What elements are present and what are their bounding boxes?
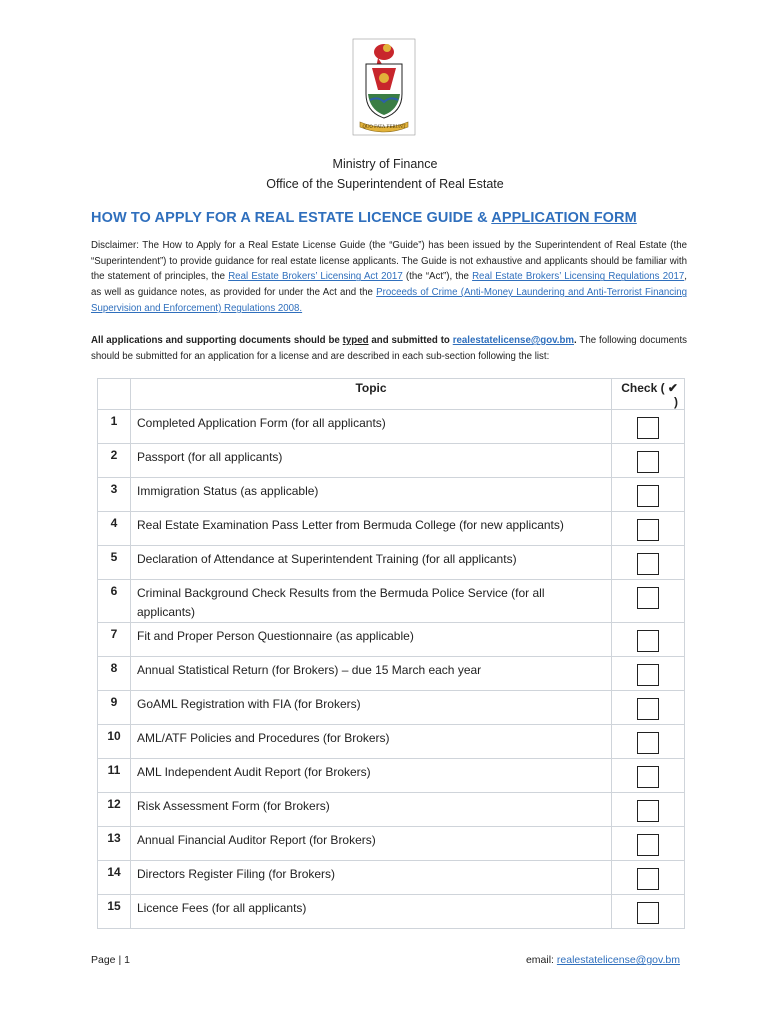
regulations-link[interactable]: Real Estate Brokers’ Licensing Regulations 2017 <box>472 271 685 283</box>
row-check-cell <box>612 546 685 580</box>
row-number: 13 <box>98 827 131 861</box>
table-row <box>98 580 685 623</box>
checkbox[interactable] <box>637 800 659 822</box>
submission-paragraph <box>91 333 687 364</box>
submission-email-link[interactable]: realestatelicense@gov.bm <box>452 335 574 346</box>
table-row <box>98 793 685 827</box>
row-check-cell <box>612 410 685 444</box>
row-topic: AML Independent Audit Report (for Brokers) <box>131 759 612 793</box>
typed-emphasis: typed <box>342 335 369 346</box>
table-row <box>98 861 685 895</box>
row-topic: Directors Register Filing (for Brokers) <box>131 861 612 895</box>
crest-motto: QUO FATA FERUNT <box>362 124 406 129</box>
office-name: Office of the Superintendent of Real Estate <box>266 177 504 191</box>
row-check-cell <box>612 478 685 512</box>
row-number: 7 <box>98 623 131 657</box>
table-row <box>98 546 685 580</box>
checkbox[interactable] <box>637 485 659 507</box>
table-row <box>98 657 685 691</box>
row-number: 6 <box>98 580 131 623</box>
ministry-name: Ministry of Finance <box>332 157 438 171</box>
row-check-cell <box>612 580 685 623</box>
row-topic: Immigration Status (as applicable) <box>131 478 612 512</box>
row-topic: Real Estate Examination Pass Letter from Bermuda College (for new applicants) <box>131 512 612 546</box>
checkbox[interactable] <box>637 417 659 439</box>
checkbox[interactable] <box>637 664 659 686</box>
row-check-cell <box>612 827 685 861</box>
row-topic: Declaration of Attendance at Superintendent Training (for all applicants) <box>131 546 612 580</box>
disclaimer-text-3: , as well as guidance notes, as provided for under the Act and the <box>91 271 687 299</box>
row-number: 12 <box>98 793 131 827</box>
row-check-cell <box>612 691 685 725</box>
checkbox[interactable] <box>637 834 659 856</box>
row-number: 4 <box>98 512 131 546</box>
footer-email-label: email: <box>525 954 557 966</box>
row-check-cell <box>612 759 685 793</box>
checkbox[interactable] <box>637 868 659 890</box>
submission-bold-1: All applications and supporting documents should be <box>91 335 343 346</box>
row-check-cell <box>612 861 685 895</box>
row-topic: Risk Assessment Form (for Brokers) <box>131 793 612 827</box>
row-number: 15 <box>98 895 131 929</box>
table-row <box>98 410 685 444</box>
table-row <box>98 691 685 725</box>
page-title <box>91 210 691 226</box>
row-check-cell <box>612 725 685 759</box>
act-link[interactable]: Real Estate Brokers’ Licensing Act 2017 <box>228 271 403 283</box>
row-number: 1 <box>98 410 131 444</box>
table-row <box>98 895 685 929</box>
table-row <box>98 725 685 759</box>
table-row <box>98 444 685 478</box>
row-check-cell <box>612 895 685 929</box>
checkbox[interactable] <box>637 587 659 609</box>
row-number: 3 <box>98 478 131 512</box>
title-application-form: APPLICATION FORM <box>491 210 637 226</box>
table-row <box>98 759 685 793</box>
checkbox[interactable] <box>637 698 659 720</box>
bermuda-coat-of-arms-icon <box>352 38 416 136</box>
row-topic: Annual Statistical Return (for Brokers) – due 15 March each year <box>131 657 612 691</box>
checkbox[interactable] <box>637 553 659 575</box>
documents-checklist-table <box>97 378 685 929</box>
checklist-rows <box>98 410 685 929</box>
row-check-cell <box>612 793 685 827</box>
disclaimer-paragraph <box>91 238 687 317</box>
table-header-row <box>98 379 685 410</box>
row-number: 8 <box>98 657 131 691</box>
checkbox[interactable] <box>637 630 659 652</box>
disclaimer-text-1: Disclaimer: The How to Apply for a Real Estate License Guide (the “Guide”) has been issued by the Superintendent of Real Estate (the “Superintendent”) to provide guidance for real estate license applicants. The Guide is not exhaustive and applicants should be familiar with the statement of principles, the <box>91 240 687 283</box>
proceeds-of-crime-link[interactable]: Proceeds of Crime (Anti-Money Laundering and Anti-Terrorist Financing Supervision and Enforcement) Regulations 2008. <box>91 287 688 314</box>
row-check-cell <box>612 444 685 478</box>
checkbox[interactable] <box>637 732 659 754</box>
table-row <box>98 478 685 512</box>
row-topic: Criminal Background Check Results from the Bermuda Police Service (for all applicants) <box>131 580 612 623</box>
page-number: Page | 1 <box>91 954 130 966</box>
row-topic: Annual Financial Auditor Report (for Brokers) <box>131 827 612 861</box>
checkbox[interactable] <box>637 519 659 541</box>
row-number: 5 <box>98 546 131 580</box>
disclaimer-text-2: (the “Act”), the <box>402 271 473 283</box>
row-number: 2 <box>98 444 131 478</box>
submission-bold-3: . <box>574 335 577 346</box>
table-row <box>98 623 685 657</box>
row-topic: Fit and Proper Person Questionnaire (as applicable) <box>131 623 612 657</box>
row-topic: Passport (for all applicants) <box>131 444 612 478</box>
submission-text: The following documents should be submitted for an application for a license and are described in each sub-section following the list: <box>91 335 687 362</box>
row-topic: Licence Fees (for all applicants) <box>131 895 612 929</box>
row-check-cell <box>612 657 685 691</box>
row-check-cell <box>612 512 685 546</box>
footer-email-link[interactable]: realestatelicense@gov.bm <box>556 954 680 966</box>
table-row <box>98 827 685 861</box>
row-topic: Completed Application Form (for all applicants) <box>131 410 612 444</box>
topic-header: Topic <box>131 379 612 410</box>
checkbox[interactable] <box>637 451 659 473</box>
table-row <box>98 512 685 546</box>
row-number: 9 <box>98 691 131 725</box>
row-topic: AML/ATF Policies and Procedures (for Brokers) <box>131 725 612 759</box>
row-number: 14 <box>98 861 131 895</box>
checkbox[interactable] <box>637 766 659 788</box>
check-header: Check ( ✔ ) <box>612 379 685 410</box>
row-number: 11 <box>98 759 131 793</box>
row-check-cell <box>612 623 685 657</box>
row-topic: GoAML Registration with FIA (for Brokers) <box>131 691 612 725</box>
title-main: HOW TO APPLY FOR A REAL ESTATE LICENCE GUIDE & <box>91 210 492 226</box>
submission-bold-2: and submitted to <box>368 335 453 346</box>
row-number: 10 <box>98 725 131 759</box>
footer-email <box>526 954 680 966</box>
checkbox[interactable] <box>637 902 659 924</box>
number-header <box>98 379 131 410</box>
